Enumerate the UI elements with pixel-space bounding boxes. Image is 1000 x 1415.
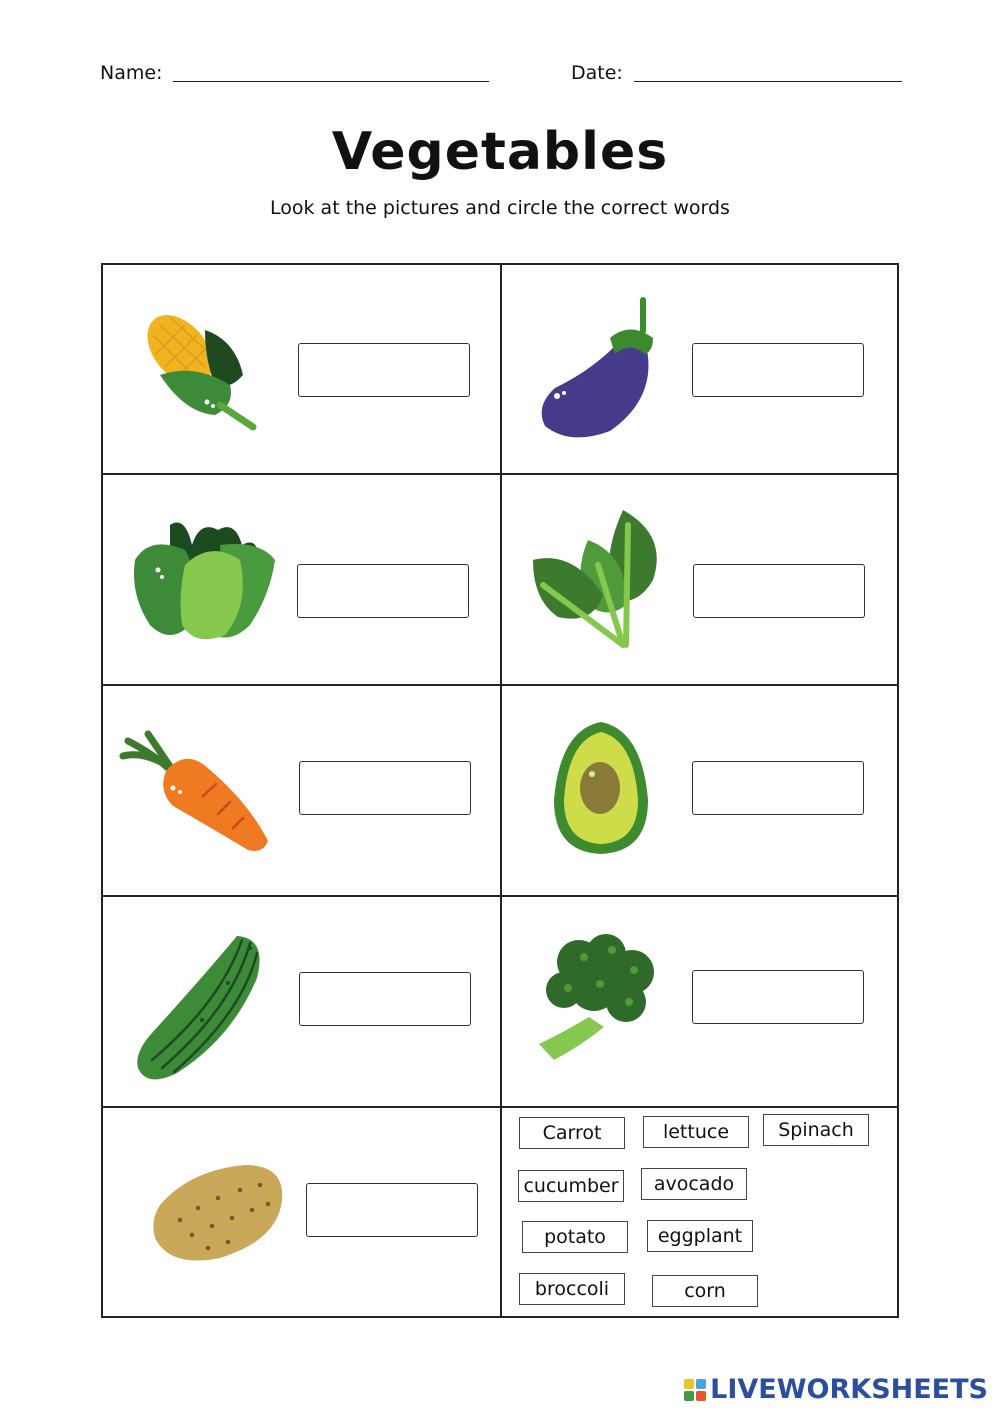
word-chip[interactable]: Spinach [763,1114,869,1146]
eggplant-icon [535,296,665,441]
grid-divider [101,684,899,686]
answer-box-potato[interactable] [306,1183,478,1237]
date-label: Date: [571,62,623,84]
liveworksheets-logo [684,1374,988,1405]
answer-box-corn[interactable] [298,343,470,397]
word-chip[interactable]: broccoli [519,1273,625,1305]
cucumber-icon [132,928,267,1083]
word-chip[interactable]: avocado [641,1168,747,1200]
word-chip[interactable]: potato [522,1221,628,1253]
answer-box-cucumber[interactable] [299,972,471,1026]
spinach-icon [528,505,673,657]
answer-box-avocado[interactable] [692,761,864,815]
brand-name: LIVEWORKSHEETS [710,1374,988,1405]
word-chip[interactable]: corn [652,1275,758,1307]
grid-divider [101,473,899,475]
name-label: Name: [100,62,163,84]
answer-box-eggplant[interactable] [692,343,864,397]
word-chip[interactable]: lettuce [643,1116,749,1148]
carrot-icon [118,726,273,856]
broccoli-icon [534,932,664,1062]
answer-box-lettuce[interactable] [297,564,469,618]
word-chip[interactable]: eggplant [647,1220,753,1252]
word-chip[interactable]: cucumber [518,1170,624,1202]
lettuce-icon [130,515,280,645]
instructions: Look at the pictures and circle the correct words [270,197,730,219]
grid-divider [101,1106,899,1108]
answer-box-spinach[interactable] [693,564,865,618]
answer-box-carrot[interactable] [299,761,471,815]
brand-logo-icon [684,1379,706,1401]
grid-divider [500,263,502,1318]
word-chip[interactable]: Carrot [519,1117,625,1149]
page-title: Vegetables [331,122,669,182]
answer-box-broccoli[interactable] [692,970,864,1024]
date-field[interactable] [634,81,902,82]
name-field[interactable] [173,81,489,82]
avocado-icon [552,720,650,856]
grid-divider [101,895,899,897]
corn-icon [135,305,260,435]
potato-icon [150,1160,285,1262]
